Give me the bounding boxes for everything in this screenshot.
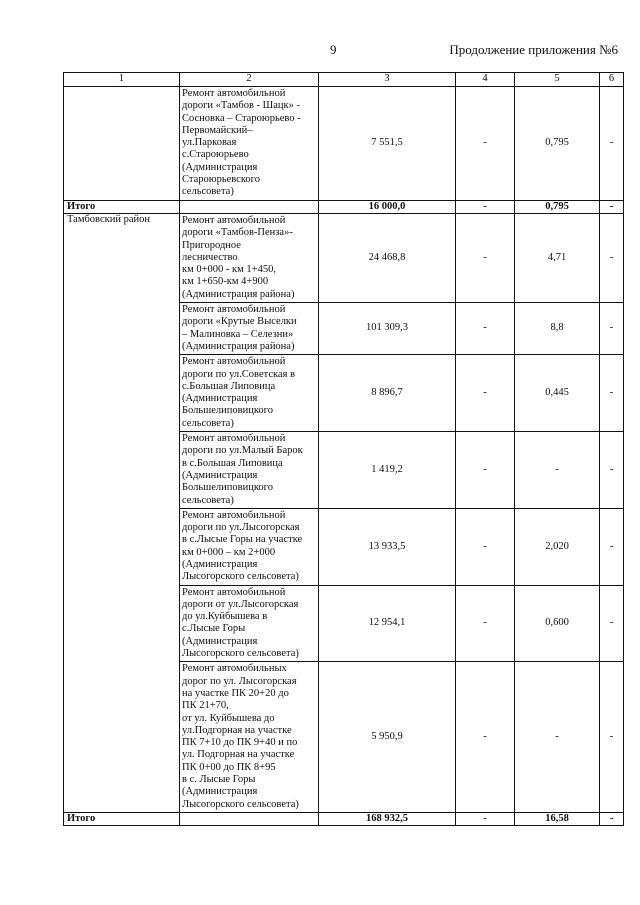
description-line: ул. Подгорная на участке <box>182 749 295 761</box>
column-number: 6 <box>600 73 624 87</box>
description-line: сельсовета) <box>182 417 234 429</box>
description-line: дороги по ул.Советская в <box>182 368 295 380</box>
description-line: дороги по ул.Лысогорская <box>182 522 300 534</box>
description-line: ПК 7+10 до ПК 9+40 и по <box>182 737 298 749</box>
description-line: дороги по ул.Малый Барок <box>182 445 303 457</box>
description-line: Большелиповицкого <box>182 405 273 417</box>
description-line: сельсовета) <box>182 494 234 506</box>
col5-cell: - <box>515 432 600 509</box>
total-label: Итого <box>64 812 180 825</box>
amount-cell: 101 309,3 <box>319 303 456 355</box>
page-number: 9 <box>330 42 337 57</box>
amount-cell: 16 000,0 <box>319 200 456 213</box>
amount-cell: 1 419,2 <box>319 432 456 509</box>
col5-cell: 2,020 <box>515 508 600 585</box>
description-line: Лысогорского сельсовета) <box>182 648 299 660</box>
col6-cell: - <box>600 303 624 355</box>
description-line: в с. Лысые Горы <box>182 774 256 786</box>
amount-cell: 12 954,1 <box>319 585 456 662</box>
continuation-header: Продолжение приложения №6 <box>449 42 618 57</box>
work-description <box>180 213 319 302</box>
description-line: Ремонт автомобильной <box>182 356 286 368</box>
description-line: Ремонт автомобильной <box>182 304 286 316</box>
district-cell <box>64 87 180 201</box>
col4-cell: - <box>456 355 515 432</box>
budget-table <box>63 72 624 826</box>
total-row <box>64 812 624 825</box>
description-line: (Администрация <box>182 161 258 173</box>
empty-cell <box>180 200 319 213</box>
col5-cell: 4,71 <box>515 213 600 302</box>
col5-cell: 8,8 <box>515 303 600 355</box>
col6-cell: - <box>600 87 624 201</box>
col6-cell: - <box>600 432 624 509</box>
col5-cell: 0,445 <box>515 355 600 432</box>
description-line: дороги «Тамбов - Шацк» - <box>182 100 300 112</box>
work-description <box>180 662 319 813</box>
description-line: Ремонт автомобильной <box>182 214 286 226</box>
work-description <box>180 87 319 201</box>
col4-cell: - <box>456 585 515 662</box>
description-line: км 0+000 - км 1+450, <box>182 264 276 276</box>
col5-cell: 16,58 <box>515 812 600 825</box>
description-line: (Администрация <box>182 635 258 647</box>
description-line: – Малиновка – Селезни» <box>182 328 294 340</box>
description-line: Ремонт автомобильной <box>182 433 286 445</box>
col4-cell: - <box>456 213 515 302</box>
description-line: с.Большая Липовица <box>182 380 276 392</box>
col6-cell: - <box>600 213 624 302</box>
col4-cell: - <box>456 508 515 585</box>
table-row <box>64 87 624 201</box>
description-line: (Администрация <box>182 393 258 405</box>
column-number: 2 <box>180 73 319 87</box>
total-label: Итого <box>64 200 180 213</box>
work-description <box>180 508 319 585</box>
amount-cell: 168 932,5 <box>319 812 456 825</box>
col5-cell: 0,795 <box>515 200 600 213</box>
work-description <box>180 432 319 509</box>
amount-cell: 5 950,9 <box>319 662 456 813</box>
column-number: 5 <box>515 73 600 87</box>
description-line: (Администрация <box>182 558 258 570</box>
col6-cell: - <box>600 812 624 825</box>
col5-cell: 0,795 <box>515 87 600 201</box>
description-line: дороги от ул.Лысогорская <box>182 598 299 610</box>
amount-cell: 24 468,8 <box>319 213 456 302</box>
description-line: Ремонт автомобильных <box>182 663 287 675</box>
description-line: Ремонт автомобильной <box>182 88 286 99</box>
col4-cell: - <box>456 662 515 813</box>
description-line: ПК 21+70, <box>182 700 229 712</box>
description-line: Первомайский– <box>182 124 253 136</box>
column-number: 1 <box>64 73 180 87</box>
description-line: (Администрация района) <box>182 340 295 352</box>
col4-cell: - <box>456 432 515 509</box>
column-number: 3 <box>319 73 456 87</box>
description-line: в с.Лысые Горы на участке <box>182 534 303 546</box>
work-description <box>180 303 319 355</box>
col6-cell: - <box>600 200 624 213</box>
description-line: Пригородное <box>182 239 241 251</box>
district-name: Тамбовский район <box>64 213 180 812</box>
description-line: (Администрация <box>182 469 258 481</box>
amount-cell: 13 933,5 <box>319 508 456 585</box>
amount-cell: 7 551,5 <box>319 87 456 201</box>
description-line: км 1+650-км 4+900 <box>182 276 269 288</box>
description-line: Ремонт автомобильной <box>182 509 286 521</box>
description-line: Лысогорского сельсовета) <box>182 571 299 583</box>
total-row <box>64 200 624 213</box>
work-description <box>180 585 319 662</box>
description-line: Большелиповицкого <box>182 482 273 494</box>
description-line: ПК 0+00 до ПК 8+95 <box>182 761 276 773</box>
col4-cell: - <box>456 87 515 201</box>
description-line: (Администрация <box>182 786 258 798</box>
description-line: дороги «Тамбов-Пенза»- <box>182 227 293 239</box>
description-line: Староюрьевского <box>182 174 260 186</box>
description-line: (Администрация района) <box>182 288 295 300</box>
description-line: дороги «Крутые Выселки <box>182 316 297 328</box>
description-line: лесничество <box>182 251 238 263</box>
col5-cell: 0,600 <box>515 585 600 662</box>
description-line: Ремонт автомобильной <box>182 586 286 598</box>
col5-cell: - <box>515 662 600 813</box>
description-line: с.Староюрьево <box>182 149 249 161</box>
amount-cell: 8 896,7 <box>319 355 456 432</box>
description-line: до ул.Куйбышева в <box>182 611 268 623</box>
col6-cell: - <box>600 508 624 585</box>
col6-cell: - <box>600 355 624 432</box>
col6-cell: - <box>600 585 624 662</box>
column-number-row <box>64 73 624 87</box>
description-line: с.Лысые Горы <box>182 623 246 635</box>
col4-cell: - <box>456 303 515 355</box>
table-row <box>64 213 624 302</box>
work-description <box>180 355 319 432</box>
column-number: 4 <box>456 73 515 87</box>
description-line: ул.Подгорная на участке <box>182 724 292 736</box>
empty-cell <box>180 812 319 825</box>
description-line: на участке ПК 20+20 до <box>182 687 289 699</box>
description-line: Сосновка – Староюрьево - <box>182 112 301 124</box>
description-line: Лысогорского сельсовета) <box>182 798 299 810</box>
col4-cell: - <box>456 200 515 213</box>
description-line: сельсовета) <box>182 186 234 198</box>
description-line: в с.Большая Липовица <box>182 457 283 469</box>
description-line: ул.Парковая <box>182 137 237 149</box>
description-line: от ул. Куйбышева до <box>182 712 275 724</box>
description-line: км 0+000 – км 2+000 <box>182 546 276 558</box>
description-line: дорог по ул. Лысогорская <box>182 675 297 687</box>
col6-cell: - <box>600 662 624 813</box>
col4-cell: - <box>456 812 515 825</box>
